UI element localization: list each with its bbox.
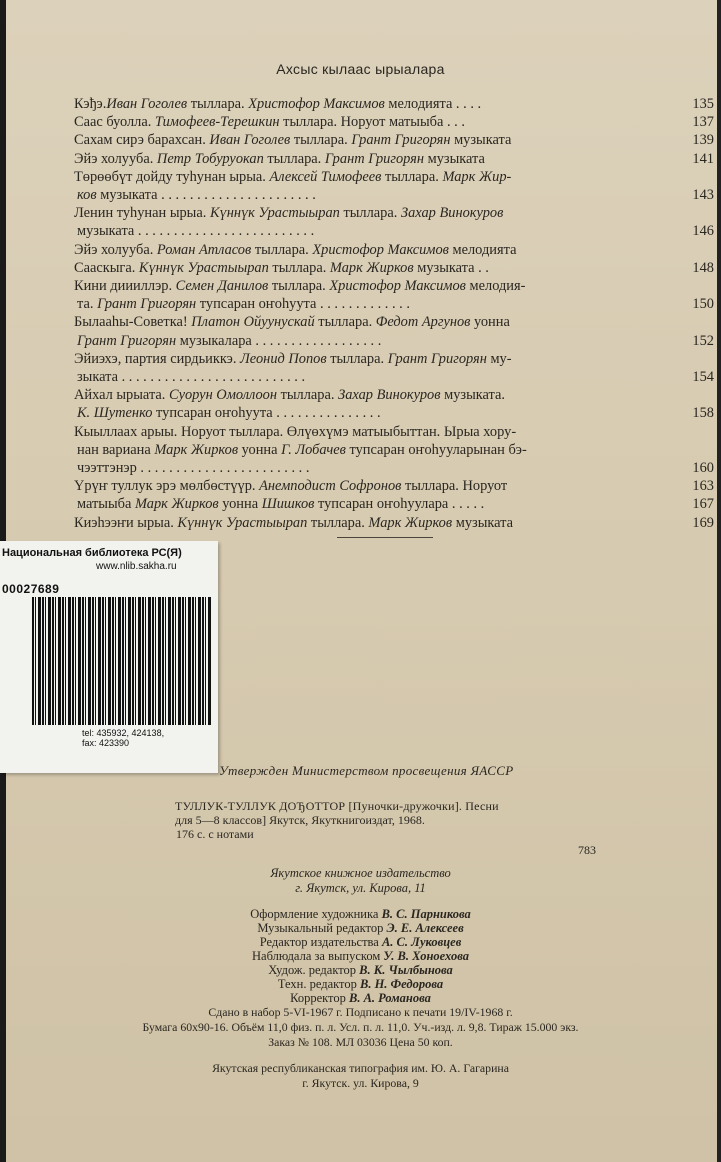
toc-page-number: 154 [692,369,714,386]
toc-text: мелодия- [465,278,526,295]
credit-name: У. В. Хоноехова [383,949,469,963]
toc-author: Грант Григорян [97,296,197,313]
toc-text: Ленин туһунан ырыа. [74,205,210,222]
printer-address: г. Якутск. ул. Кирова, 9 [302,1076,419,1090]
bib-classification-code: 783 [578,843,596,857]
publisher-address: г. Якутск, ул. Кирова, 11 [295,881,426,895]
toc-text: Сахам сирэ барахсан. [74,132,210,149]
credit-line [0,935,721,949]
toc-text: тыллара. [381,168,443,185]
toc-text: Эйиэхэ, партия сирдьиккэ. [74,350,241,367]
toc-author: Иван Гоголев [209,132,291,149]
toc-author: Марк Жир- [442,168,512,185]
toc-text: тыллара. [187,96,249,112]
toc-author: Грант Григорян [387,350,487,367]
toc-author: Захар Винокуров [338,387,441,404]
sticker-website: www.nlib.sakha.ru [96,561,177,572]
toc-text: Кэђэ. [74,96,107,112]
sticker-tel: tel: 435932, 424138, [82,728,165,738]
toc-author: Роман Атласов [156,241,252,258]
toc-entry [74,186,714,204]
toc-text: тыллара. [276,387,339,404]
toc-text: музыката . . . . . . . . . . . . . . . . . . . . . . . . . [77,223,315,240]
credit-line [0,963,721,977]
printer-block [0,1061,721,1091]
printer-name: Якутская республиканская типография им. Ю. А. Гагарина [212,1061,509,1075]
toc-author: Леонид Попов [240,350,327,367]
credit-role: Худож. редактор [268,963,357,977]
toc-entry [74,386,714,404]
toc-text: тупсаран оҥоһуута . . . . . . . . . . . . . . . [152,405,381,422]
toc-page-number: 135 [692,96,714,112]
toc-text: Төрөөбүт дойду туһунан ырыа. [74,168,270,185]
toc-text: тупсаран оҥоһуулара . . . . . [314,496,485,513]
toc-page-number: 160 [692,460,714,477]
credit-name: Э. Е. Алексеев [386,921,464,935]
credit-role: Корректор [290,991,346,1005]
toc-text: Эйэ холууба. [74,241,157,258]
approval-note: Утвержден Министерством просвещения ЯАССР [219,763,514,778]
credit-name: В. Н. Федорова [359,977,444,991]
toc-page-number: 163 [692,478,714,495]
imprint-block [0,1005,721,1050]
toc-author: Христофор Максимов [312,241,449,258]
toc-author: Грант Григорян [77,332,177,349]
publisher-block [0,866,721,896]
toc-entry [74,313,714,331]
toc-text: тыллара. [307,514,369,531]
toc-author: Христофор Максимов [248,96,385,112]
toc-page-number: 139 [692,132,714,149]
bib-line-1: ТУЛЛУК-ТУЛЛУК ДОЂОТТОР [Пуночки-дружочки]. Песни [175,799,499,813]
credit-line [0,991,721,1005]
toc-text: Эйэ холууба. [74,150,157,167]
toc-page-number: 148 [692,259,714,276]
toc-text: музыката. [440,387,505,404]
toc-author: Анемподист Софронов [259,478,402,495]
imprint-line-3: Заказ № 108. МЛ 03036 Цена 50 коп. [268,1035,453,1049]
toc-text: матыыба [77,496,135,513]
toc-entry [74,495,714,513]
table-of-contents [74,95,714,532]
toc-page-number: 158 [692,405,714,422]
toc-text: Кини диииллэр. [74,278,176,295]
toc-author: Шишков [261,496,315,513]
divider-rule [337,537,433,538]
credits-list [0,907,721,1005]
toc-text: музыкалара . . . . . . . . . . . . . . . . . . [176,332,382,349]
credit-line [0,921,721,935]
toc-entry [74,350,714,368]
toc-text: зыката . . . . . . . . . . . . . . . . . . . . . . . . . . [77,369,306,386]
toc-text: мелодията . . . . [384,96,482,112]
toc-author: Тимофеев-Терешкин [154,114,280,131]
credit-line [0,907,721,921]
toc-author: Грант Григорян [351,132,451,149]
toc-text: музыката . . . . . . . . . . . . . . . . . . . . . . [96,187,316,204]
toc-author: Марк Жирков [134,496,219,513]
toc-text: тыллара. [339,205,401,222]
toc-text: Үрүҥ туллук эрэ мөлбөстүүр. [74,478,260,495]
toc-text: мелодията [448,241,517,258]
toc-author: Алексей Тимофеев [269,168,382,185]
toc-author: Күннүк Урастыырап [138,259,269,276]
toc-text: Айхал ырыата. [74,387,169,404]
toc-page-number: 137 [692,114,714,131]
toc-page-number: 146 [692,223,714,240]
credit-name: В. К. Чылбынова [359,963,453,977]
credit-role: Техн. редактор [277,977,357,991]
credit-name: В. А. Романова [348,991,431,1005]
toc-entry [74,277,714,295]
toc-text: тыллара. [268,259,330,276]
toc-entry [74,423,714,441]
toc-author: Марк Жирков [329,259,414,276]
toc-text: уонна [470,314,510,331]
toc-entry [74,204,714,222]
library-barcode-sticker [0,541,218,773]
toc-author: Захар Винокуров [400,205,504,222]
credit-role: Редактор издательства [259,935,379,949]
toc-text: нан варианa [77,441,155,458]
toc-text: тупсаран оҥоһууларынан бэ- [345,441,527,458]
credit-name: А. С. Луковцев [381,935,462,949]
toc-author: Марк Жирков [368,514,453,531]
toc-text: Былааһы-Советка! [74,314,192,331]
toc-author: Г. Лобачев [281,441,346,458]
toc-entry [74,259,714,277]
toc-text: музыката [450,132,512,149]
toc-text: Кыыллаах арыы. Норуот тыллара. Өлүөхүмэ матыыбыттан. Ырыа хору- [74,423,517,440]
sticker-library-name: Национальная библиотека РС(Я) [2,547,182,559]
toc-entry [74,168,714,186]
toc-author: Платон Ойуунускай [191,314,315,331]
bib-line-3: 176 с. с нотами [176,827,254,841]
toc-text: тыллара. [290,132,352,149]
toc-entry [74,95,714,113]
toc-text: музыката [452,514,514,531]
toc-page-number: 141 [692,150,714,167]
bibliographic-record [175,799,715,841]
sticker-inventory-code: 00027689 [2,582,60,596]
toc-text: чээттэнэр . . . . . . . . . . . . . . . . . . . . . . . . [77,460,310,477]
toc-author: Петр Тобуруокап [156,150,264,167]
toc-author: К. Шутенко [77,405,153,422]
toc-page-number: 167 [692,496,714,513]
toc-page-number: 150 [692,296,714,313]
toc-author: Иван Гоголев [106,96,188,112]
toc-text: тыллара. [251,241,313,258]
toc-text: тыллара. [268,278,330,295]
toc-text: уонна [238,441,282,458]
toc-entry [74,368,714,386]
toc-author: Күннүк Урастыырап [209,205,340,222]
toc-entry [74,477,714,495]
toc-author: Федот Аргунов [375,314,471,331]
toc-entry [74,222,714,240]
toc-text: му- [486,350,512,367]
credit-line [0,949,721,963]
toc-text: тупсаран оҥоһуута . . . . . . . . . . . . . [196,296,410,313]
barcode-icon [32,597,212,725]
toc-text: Киэһээҥи ырыа. [74,514,178,531]
toc-text: та. [77,296,98,313]
section-heading: Ахсыс кылаас ырыалара [276,61,445,77]
toc-entry [74,459,714,477]
imprint-line-2: Бумага 60х90-16. Объём 11,0 физ. п. л. Усл. п. л. 11,0. Уч.-изд. л. 9,8. Тираж 15.000 экз. [142,1020,579,1034]
toc-entry [74,113,714,131]
toc-entry [74,332,714,350]
sticker-fax: fax: 423390 [82,738,130,748]
toc-entry [74,404,714,422]
toc-text: тыллара. [263,150,325,167]
publisher-name: Якутское книжное издательство [270,866,451,880]
toc-author: Марк Жирков [154,441,239,458]
toc-text: тыллара. Норуот [401,478,508,495]
toc-page-number: 152 [692,332,714,349]
toc-entry [74,441,714,459]
toc-author: Күннүк Урастыырап [177,514,308,531]
toc-entry [74,295,714,313]
toc-page-number: 169 [692,514,714,531]
toc-author: ков [77,187,97,204]
credit-role: Наблюдала за выпуском [252,949,381,963]
toc-text: Саас буолла. [74,114,155,131]
toc-text: уонна [218,496,262,513]
toc-author: Суорун Омоллоон [169,387,277,404]
toc-text: тыллара. Норуот матыыба . . . [279,114,465,131]
sticker-contacts [82,728,164,748]
credit-line [0,977,721,991]
toc-text: Сааскыга. [74,259,139,276]
toc-author: Грант Григорян [324,150,425,167]
credit-name: В. С. Парникова [381,907,471,921]
credit-role: Музыкальный редактор [257,921,384,935]
toc-text: музыката [424,150,485,167]
toc-author: Христофор Максимов [329,278,466,295]
toc-entry [74,150,714,168]
toc-entry [74,514,714,532]
imprint-line-1: Сдано в набор 5-VI-1967 г. Подписано к печати 19/IV-1968 г. [208,1005,513,1019]
toc-page-number: 143 [692,187,714,204]
toc-text: тыллара. [326,350,388,367]
toc-entry [74,131,714,149]
toc-text: тыллара. [314,314,376,331]
toc-author: Семен Данилов [175,278,269,295]
toc-text: музыката . . [413,259,489,276]
bib-line-2: для 5—8 классов] Якутск, Якуткнигоиздат, 1968. [175,813,425,827]
credit-role: Оформление художника [250,907,379,921]
toc-entry [74,241,714,259]
